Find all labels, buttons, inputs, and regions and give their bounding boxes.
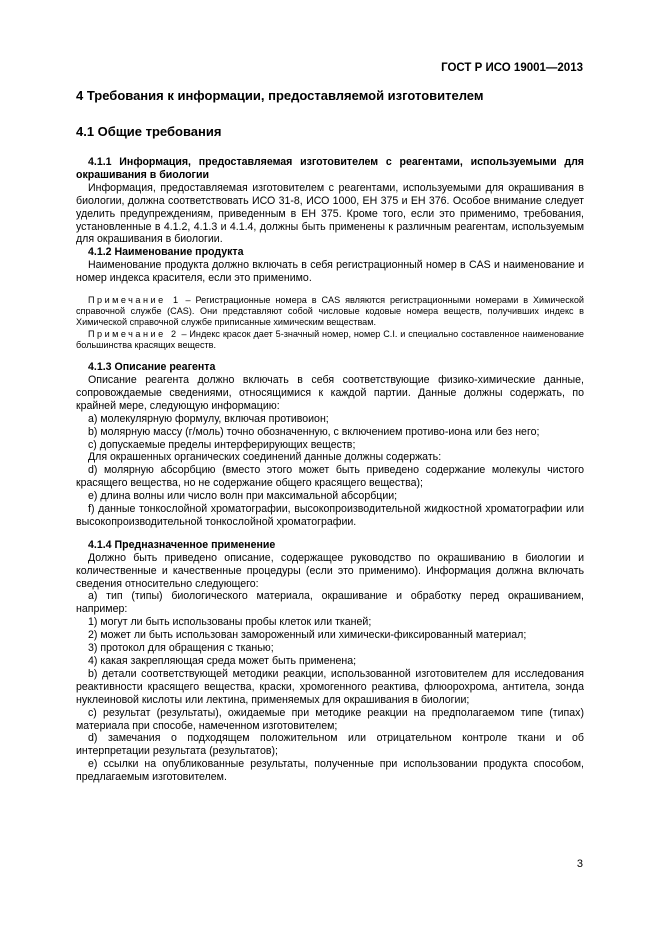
document-body: [76, 86, 584, 784]
section-4-1-3-item-e: e) длина волны или число волн при максимальной абсорбции;: [88, 490, 398, 503]
section-4-1-1-heading: 4.1.1 Информация, предоставляемая изготовителем с реагентами, используемыми для окрашивания в биологии: [76, 156, 584, 181]
section-4-1-3-paragraph-2: Для окрашенных органических соединений данные должны содержать:: [88, 451, 442, 464]
section-4-1-2-heading: 4.1.2 Наименование продукта: [88, 246, 244, 259]
section-4-1-4-subitem-1: 1) могут ли быть использованы пробы клеток или тканей;: [88, 616, 372, 629]
section-4-1-4-item-d: d) замечания о подходящем положительном или отрицательном контроле ткани и об интерпретации результата (результатов);: [76, 732, 584, 758]
note-1: [76, 295, 584, 329]
section-4-1-4-item-c: c) результат (результаты), ожидаемые при методике реакции на предполагаемом типе (типах) материала при способе, намеченном изготовителем;: [76, 706, 584, 732]
section-4-1-4-subitem-3: 3) протокол для обращения с тканью;: [88, 642, 274, 655]
section-4-1-3-item-a: а) молекулярную формулу, включая противоион;: [88, 412, 329, 425]
note-2: [76, 329, 584, 351]
section-4-1-3-item-d: d) молярную абсорбцию (вместо этого может быть приведено содержание молекулы чистого красящего вещества, но не содержание общего красящего вещества);: [76, 464, 584, 490]
section-4-1-4-heading: 4.1.4 Предназначенное применение: [88, 538, 276, 551]
note-1-label: Примечание 1: [88, 295, 181, 306]
section-4-1-4-subitem-2: 2) может ли быть использован замороженный или химически-фиксированный материал;: [88, 629, 527, 642]
section-4-1-heading: 4.1 Общие требования: [76, 124, 222, 139]
section-4-1-4-item-e: e) ссылки на опубликованные результаты, полученные при использовании продукта способом, предлагаемым изготовителем.: [76, 758, 584, 784]
section-4-1-3-item-b: b) молярную массу (г/моль) точно обозначенную, с включением противо-иона или без него;: [88, 425, 540, 438]
section-4-1-2-paragraph: Наименование продукта должно включать в себя регистрационный номер в CAS и наименование и номер индекса красителя, если это применимо.: [76, 259, 584, 285]
section-4-1-3-paragraph-1: Описание реагента должно включать в себя соответствующие физико-химические данные, сопровождаемые сведениями, относящимися к каждой партии. Данные должны содержать, по крайней мере, следующую информацию:: [76, 373, 584, 412]
section-4-1-4-item-b: b) детали соответствующей методики реакции, использованной изготовителем для исследования реактивности красящего вещества, краски, хромогенного реактива, флюорохрома, антитела, зонда нуклеиновой кислоты или лектина, применяемых для окрашивания в биологии;: [76, 667, 584, 706]
section-4-heading: 4 Требования к информации, предоставляемой изготовителем: [76, 88, 484, 103]
note-2-text: – Индекс красок дает 5-значный номер, номер C.I. и специально составленное наименование большинства красящих веществ.: [76, 328, 584, 350]
section-4-1-4-paragraph: Должно быть приведено описание, содержащее руководство по окрашиванию в биологии и количественные и качественные процедуры (если это применимо). Информация должна включать сведения относительно следующего:: [76, 551, 584, 590]
document-code-header: ГОСТ Р ИСО 19001—2013: [441, 62, 583, 74]
section-4-1-3-item-c: c) допускаемые пределы интерферирующих веществ;: [88, 438, 356, 451]
page-number: 3: [576, 858, 583, 870]
note-2-label: Примечание 2: [88, 328, 179, 339]
section-4-1-3-item-f: f) данные тонкослойной хроматографии, высокопроизводительной жидкостной хроматографии или высокопроизводительной тонкослойной хроматографии.: [76, 503, 584, 528]
section-4-1-4-item-a: а) тип (типы) биологического материала, окрашивание и обработку перед окрашиванием, например:: [76, 590, 584, 616]
section-4-1-4-subitem-4: 4) какая закрепляющая среда может быть применена;: [88, 655, 357, 668]
note-1-text: – Регистрационные номера в CAS являются регистрационными номерами в Химической справочной службе (CAS). Они представляют собой числовые кодовые номера веществ, получивших индекс в Химической справочной службе приписанные химическим веществам.: [76, 295, 584, 328]
section-4-1-3-heading: 4.1.3 Описание реагента: [88, 361, 216, 374]
section-4-1-1-paragraph: Информация, предоставляемая изготовителем с реагентами, используемыми для окрашивания в биологии, должна соответствовать ИСО 31-8, ИСО 1000, ЕН 375 и ЕН 376. Особое внимание следует уделить предупреждениям, приведенным в ЕН 375. Кроме того, если это применимо, требования, установленные в 4.1.2, 4.1.3 и 4.1.4, должны быть применены к различным реагентам, используемым для окрашивания в биологии.: [76, 181, 584, 246]
